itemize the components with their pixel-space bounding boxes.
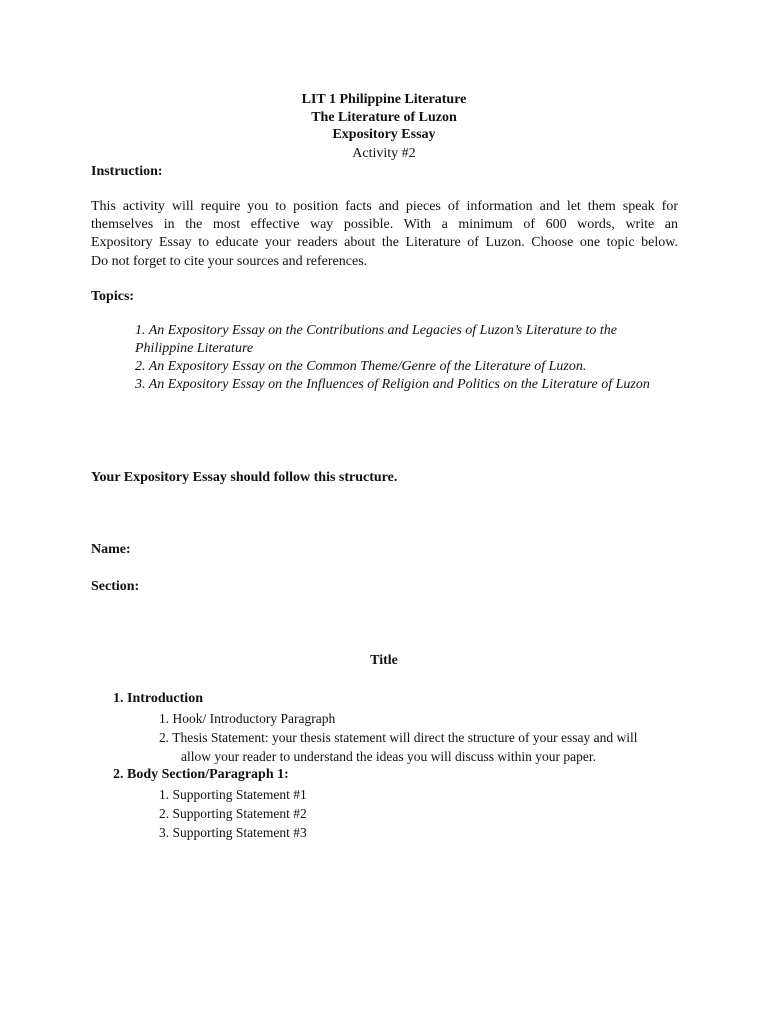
supporting-statement-1: 1. Supporting Statement #1	[159, 787, 307, 802]
supporting-statement-3: 3. Supporting Statement #3	[159, 825, 307, 840]
topic-item: 1. An Expository Essay on the Contributions and Legacies of Luzon’s Literature to the Philippine Literature	[135, 323, 617, 356]
instruction-heading: Instruction:	[91, 164, 163, 179]
topic-item: 3. An Expository Essay on the Influences of Religion and Politics on the Literature of Luzon	[135, 377, 650, 392]
supporting-statement-2: 2. Supporting Statement #2	[159, 806, 307, 821]
section-label: Section:	[91, 579, 140, 594]
topics-list	[135, 322, 675, 394]
name-label: Name:	[91, 542, 131, 557]
instruction-line: themselves in the most effective way possible. With a minimum of 600 words, write an	[91, 217, 678, 233]
topic-item: 2. An Expository Essay on the Common Theme/Genre of the Literature of Luzon.	[135, 359, 587, 374]
activity-label: Activity #2	[352, 146, 416, 161]
instruction-paragraph	[91, 198, 678, 271]
topics-heading: Topics:	[91, 289, 135, 304]
hook-item: 1. Hook/ Introductory Paragraph	[159, 711, 336, 726]
instruction-line: Expository Essay to educate your readers about the Literature of Luzon. Choose one topic below.	[91, 235, 678, 251]
course-title: LIT 1 Philippine Literature	[301, 92, 467, 107]
structure-note: Your Expository Essay should follow this structure.	[91, 470, 398, 485]
document-subtitle: The Literature of Luzon	[311, 110, 457, 125]
outline-title: Title	[370, 653, 398, 668]
body-section-heading: 2. Body Section/Paragraph 1:	[113, 767, 289, 782]
introduction-heading: 1. Introduction	[113, 691, 203, 706]
instruction-line: Do not forget to cite your sources and references.	[91, 253, 368, 269]
instruction-line: This activity will require you to position facts and pieces of information and let them speak for	[91, 199, 678, 214]
thesis-item-continued: allow your reader to understand the ideas you will discuss within your paper.	[181, 749, 597, 764]
thesis-item: 2. Thesis Statement: your thesis statement will direct the structure of your essay and will	[159, 730, 638, 745]
essay-type-heading: Expository Essay	[332, 127, 436, 142]
